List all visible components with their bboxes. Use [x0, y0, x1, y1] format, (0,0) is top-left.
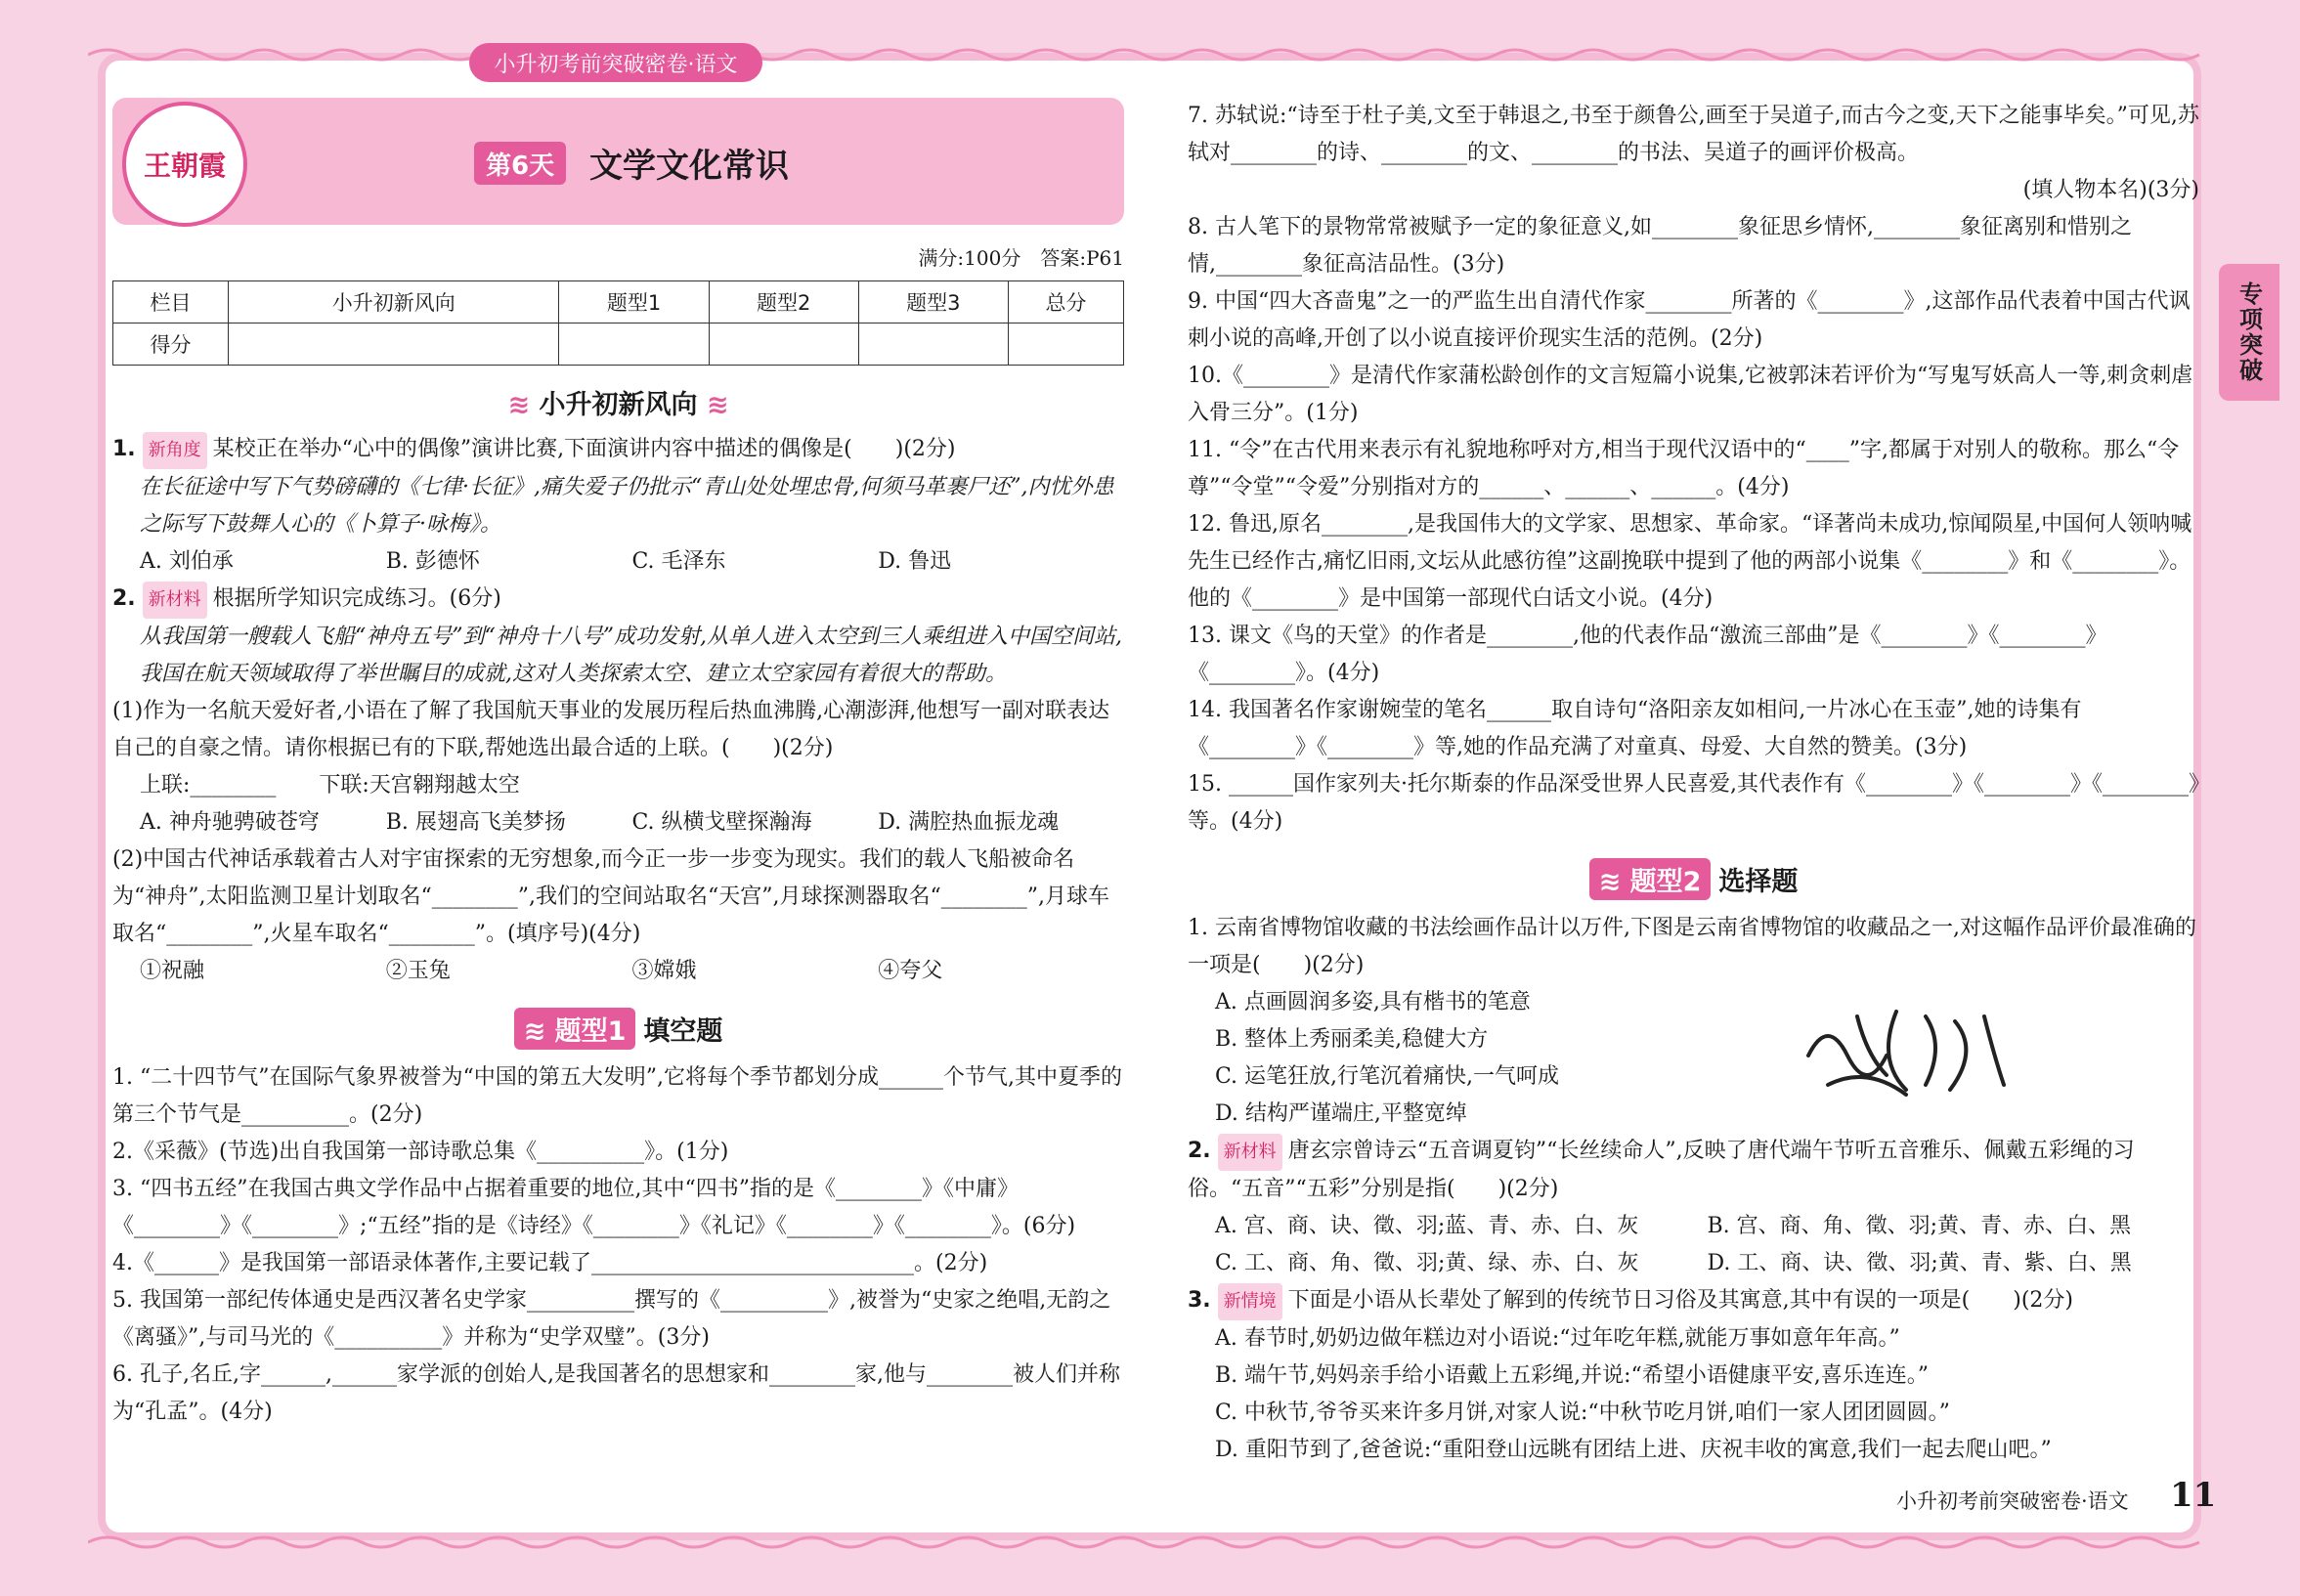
- bottom-wave-border: [88, 1532, 2211, 1552]
- fill-note: (填人物本名)(3分): [2022, 178, 2199, 202]
- score-input-cell[interactable]: [559, 324, 709, 366]
- table-cell: 栏目: [113, 281, 229, 324]
- question-2-quote: 从我国第一艘载人飞船“神舟五号”到“神舟十八号”成功发射,从单人进入太空到三人乘组进入中国空间站,我国在航天领域取得了举世瞩目的成就,这对人类探索太空、建立太空家园有着很大的帮助。: [140, 625, 1122, 686]
- option[interactable]: A. 宫、商、诀、徵、羽;蓝、青、赤、白、灰: [1215, 1214, 1639, 1238]
- fill-question: 2.《采薇》(节选)出自我国第一部诗歌总集《__________》。(1分): [112, 1140, 729, 1164]
- fill-question: 15. ______国作家列夫·托尔斯泰的作品深受世界人民喜爱,其代表作有《________》《________》《________》等。(4分): [1188, 772, 2199, 834]
- section-title-trend: ≋ 小升初新风向 ≋: [507, 390, 729, 420]
- question-1-options: [112, 543, 1124, 581]
- fill-question: 11. “令”在古代用来表示有礼貌地称呼对方,相当于现代汉语中的“____”字,都属于对别人的敬称。那么“令尊”“令堂”“令爱”分别指对方的______、______、______。(4分): [1188, 438, 2180, 499]
- score-line: 满分:100分 答案:P61: [918, 246, 1124, 270]
- option: ③嫦娥: [631, 959, 697, 983]
- fill-question: 8. 古人笔下的景物常常被赋予一定的象征意义,如________象征思乡情怀,________象征离别和惜别之情,________象征高洁品性。(3分): [1188, 215, 2132, 277]
- day-header: [112, 98, 1124, 225]
- choice-2-options: [1188, 1208, 2199, 1282]
- wave-icon: ≋: [507, 390, 531, 420]
- table-cell: 题型3: [858, 281, 1008, 324]
- choice-question-3: 3. 新情境 下面是小语从长辈处了解到的传统节日习俗及其寓意,其中有误的一项是( )(2分): [1188, 1282, 2199, 1320]
- table-cell: 得分: [113, 324, 229, 366]
- fill-question: 9. 中国“四大吝啬鬼”之一的严监生出自清代作家________所著的《________》,这部作品代表着中国古代讽刺小说的高峰,开创了以小说直接评价现实生活的范例。(2分): [1188, 289, 2191, 351]
- question-2-2-options: [112, 953, 1124, 990]
- table-cell: 题型1: [559, 281, 709, 324]
- table-row: [113, 324, 1124, 366]
- option[interactable]: C. 中秋节,爷爷买来许多月饼,对家人说:“中秋节吃月饼,咱们一家人团团圆圆。”: [1215, 1401, 1950, 1425]
- option[interactable]: D. 重阳节到了,爸爸说:“重阳登山远眺有团结上进、庆祝丰收的寓意,我们一起去爬山吧。”: [1215, 1438, 2052, 1462]
- option[interactable]: D. 结构严谨端庄,平整宽绰: [1215, 1101, 1467, 1126]
- fill-question: 6. 孔子,名丘,字______,______家学派的创始人,是我国著名的思想家和________家,他与________被人们并称为“孔孟”。(4分): [112, 1362, 1120, 1424]
- section-title-choice: ≋ 题型2 选择题: [1188, 858, 2199, 900]
- option[interactable]: D. 鲁迅: [878, 549, 952, 574]
- option[interactable]: A. 春节时,奶奶边做年糕边对小语说:“过年吃年糕,就能万事如意年年高。”: [1215, 1326, 1900, 1351]
- option[interactable]: A. 点画圆润多姿,具有楷书的笔意: [1215, 990, 1531, 1014]
- table-cell: 题型2: [709, 281, 858, 324]
- score-input-cell[interactable]: [1008, 324, 1123, 366]
- side-section-tab: 专项突破: [2219, 264, 2279, 401]
- question-1: 1. 新角度 某校正在举办“心中的偶像”演讲比赛,下面演讲内容中描述的偶像是( )(2分): [112, 431, 1124, 469]
- fill-question: 1. “二十四节气”在国际气象界被誉为“中国的第五大发明”,它将每个季节都划分成______个节气,其中夏季的第三个节气是__________。(2分): [112, 1065, 1122, 1127]
- day-title: 文学文化常识: [589, 147, 789, 186]
- left-column: [112, 98, 1124, 1431]
- top-wave-border: [88, 45, 2211, 65]
- calligraphy-image: [1799, 997, 2014, 1114]
- option: ①祝融: [140, 959, 205, 983]
- series-tab: 小升初考前突破密卷·语文: [469, 43, 762, 82]
- choice-question-1: 1. 云南省博物馆收藏的书法绘画作品计以万件,下图是云南省博物馆的收藏品之一,对这幅作品评价最准确的一项是( )(2分): [1188, 916, 2196, 977]
- fill-question: 13. 课文《鸟的天堂》的作者是________,他的代表作品“激流三部曲”是《________》《________》《________》。(4分): [1188, 624, 2107, 685]
- fill-question: 4.《______》是我国第一部语录体著作,主要记载了______________________________。(2分): [112, 1251, 988, 1275]
- option[interactable]: C. 纵横戈壁探瀚海: [631, 810, 812, 835]
- question-2-part-1: (1)作为一名航天爱好者,小语在了解了我国航天事业的发展历程后热血沸腾,心潮澎湃,他想写一副对联表达自己的自豪之情。请你根据已有的下联,帮她选出最合适的上联。( )(2分): [112, 699, 1110, 760]
- fill-question: 7. 苏轼说:“诗至于杜子美,文至于韩退之,书至于颜鲁公,画至于吴道子,而古今之变,天下之能事毕矣。”可见,苏轼对________的诗、________的文、________的书法、吴道子的画评价极高。: [1188, 104, 2199, 165]
- option[interactable]: C. 毛泽东: [631, 549, 726, 574]
- option: ②玉兔: [385, 959, 451, 983]
- question-1-quote: 在长征途中写下气势磅礴的《七律·长征》,痛失爱子仍批示“青山处处埋忠骨,何须马革裹尸还”,内忧外患之际写下鼓舞人心的《卜算子·咏梅》。: [140, 475, 1114, 537]
- section-type-label: ≋ 题型2: [1589, 858, 1712, 900]
- fill-question: 3. “四书五经”在我国古典文学作品中占据着重要的地位,其中“四书”指的是《________》《中庸》《________》《________》;“五经”指的是《诗经》《________》《礼记》《________》《________》。(6分): [112, 1177, 1076, 1238]
- option[interactable]: B. 展翅高飞美梦扬: [385, 810, 566, 835]
- score-table: [112, 280, 1124, 366]
- option[interactable]: D. 满腔热血振龙魂: [878, 810, 1060, 835]
- score-input-cell[interactable]: [709, 324, 858, 366]
- brand-logo: 王朝霞: [122, 102, 247, 227]
- score-input-cell[interactable]: [229, 324, 559, 366]
- right-column: [1188, 98, 2214, 1469]
- section-type-label: ≋ 题型1: [514, 1008, 636, 1050]
- question-2-1-options: [112, 804, 1124, 841]
- option: ④夸父: [878, 959, 943, 983]
- fill-question: 10.《________》是清代作家蒲松龄创作的文言短篇小说集,它被郭沫若评价为“写鬼写妖高人一等,刺贪刺虐入骨三分”。(1分): [1188, 364, 2193, 425]
- choice-question-2: 2. 新材料 唐玄宗曾诗云“五音调夏钧”“长丝续命人”,反映了唐代端午节听五音雅乐、佩戴五彩绳的习俗。“五音”“五彩”分别是指( )(2分): [1188, 1133, 2199, 1208]
- option[interactable]: D. 工、商、诀、徵、羽;黄、青、紫、白、黑: [1707, 1251, 2132, 1275]
- fill-question: 5. 我国第一部纪传体通史是西汉著名史学家__________撰写的《__________》,被誉为“史家之绝唱,无韵之《离骚》”,与司马光的《__________》并称为“史学双璧”。(3分): [112, 1288, 1111, 1350]
- option[interactable]: A. 刘伯承: [140, 549, 234, 574]
- couplet-line: 上联:________ 下联:天宫翱翔越太空: [140, 773, 520, 798]
- fill-question: 14. 我国著名作家谢婉莹的笔名______取自诗句“洛阳亲友如相问,一片冰心在玉壶”,她的诗集有《________》《________》等,她的作品充满了对童真、母爱、大自然的赞美。(3分): [1188, 698, 2082, 759]
- footer-series: 小升初考前突破密卷·语文: [1896, 1489, 2129, 1513]
- option[interactable]: B. 宫、商、角、徵、羽;黄、青、赤、白、黑: [1707, 1214, 2132, 1238]
- option[interactable]: B. 整体上秀丽柔美,稳健大方: [1215, 1027, 1489, 1052]
- fill-question: 12. 鲁迅,原名________,是我国伟大的文学家、思想家、革命家。“译著尚未成功,惊闻陨星,中国何人领呐喊 先生已经作古,痛忆旧雨,文坛从此感彷徨”这副挽联中提到了他的两部小说集《________》和《________》。他的《________》是中国第一部现代白话文小说。(4分): [1188, 512, 2214, 611]
- table-row: [113, 281, 1124, 324]
- question-2-part-2: (2)中国古代神话承载着古人对宇宙探索的无穷想象,而今正一步一步变为现实。我们的载人飞船被命名为“神舟”,太阳监测卫星计划取名“________”,我们的空间站取名“天宫”,月球探测器取名“________”,月球车取名“________”,火星车取名“________”。(填序号)(4分): [112, 847, 1109, 946]
- question-2: 2. 新材料 根据所学知识完成练习。(6分): [112, 581, 1124, 619]
- page-number: 11: [2170, 1476, 2217, 1515]
- option[interactable]: A. 神舟驰骋破苍穹: [140, 810, 320, 835]
- wave-icon: ≋: [706, 390, 729, 420]
- table-cell: 小升初新风向: [229, 281, 559, 324]
- score-input-cell[interactable]: [858, 324, 1008, 366]
- option[interactable]: B. 端午节,妈妈亲手给小语戴上五彩绳,并说:“希望小语健康平安,喜乐连连。”: [1215, 1363, 1930, 1388]
- option[interactable]: C. 运笔狂放,行笔沉着痛快,一气呵成: [1215, 1064, 1560, 1089]
- day-label: 第6天: [474, 142, 566, 185]
- option[interactable]: C. 工、商、角、徵、羽;黄、绿、赤、白、灰: [1215, 1251, 1639, 1275]
- option[interactable]: B. 彭德怀: [385, 549, 480, 574]
- table-cell: 总分: [1008, 281, 1123, 324]
- section-title-fill: ≋ 题型1 填空题: [112, 1008, 1124, 1050]
